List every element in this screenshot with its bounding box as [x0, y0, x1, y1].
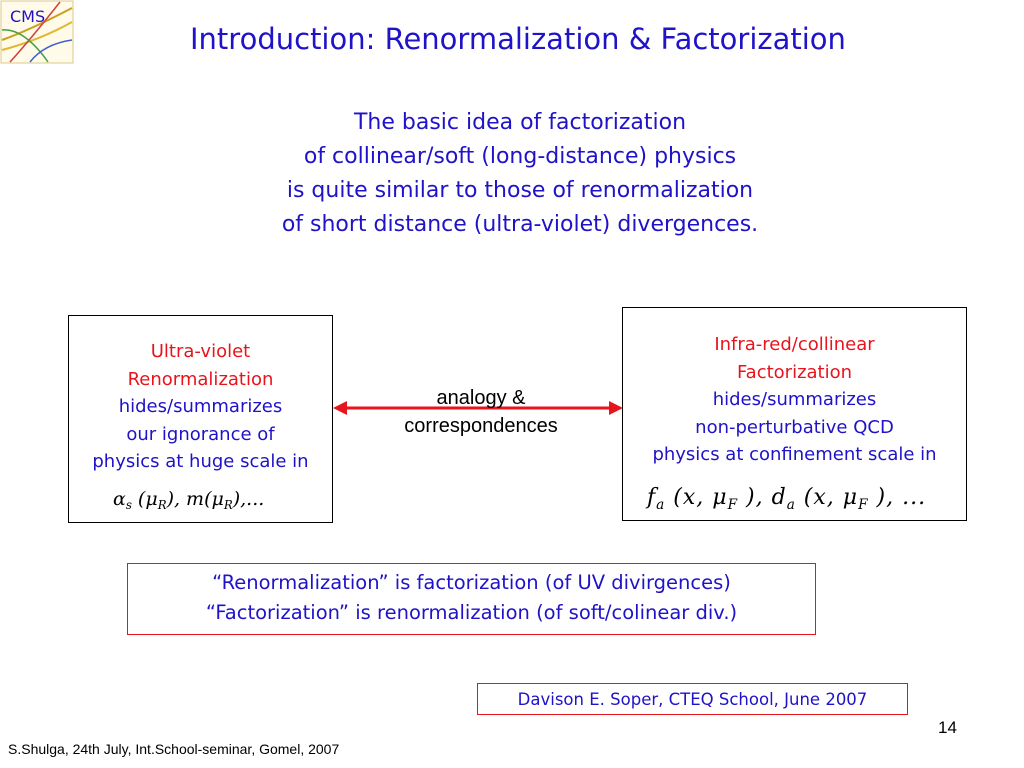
intro-line: of collinear/soft (long-distance) physics	[303, 144, 737, 169]
infrared-box	[622, 307, 967, 521]
box-text-line: physics at confinement scale in	[652, 444, 937, 465]
box-heading-line: Renormalization	[127, 368, 274, 390]
cms-logo	[0, 0, 74, 64]
intro-line: is quite similar to those of renormalization	[286, 178, 754, 203]
svg-text:CMS: CMS	[10, 7, 46, 26]
box-text-line: our ignorance of	[126, 423, 275, 445]
box-heading-line: Infra-red/collinear	[714, 334, 875, 355]
page-number: 14	[938, 718, 957, 737]
intro-line: of short distance (ultra-violet) divergences.	[281, 212, 759, 237]
box-heading-line: Factorization	[736, 361, 853, 383]
analogy-line: analogy &	[436, 387, 526, 409]
reference-box: Davison E. Soper, CTEQ School, June 2007	[477, 683, 908, 715]
summary-box	[127, 563, 816, 635]
summary-line: “Factorization” is renormalization (of soft/colinear div.)	[205, 601, 738, 624]
factorization-formula: $f_a$ (x, $\mu_F$ ), $d_a$ (x, $\mu_F$ ), ...	[647, 485, 927, 513]
box-text-line: hides/summarizes	[118, 396, 283, 417]
footer-credit: S.Shulga, 24th July, Int.School-seminar, Gomel, 2007	[8, 741, 340, 757]
analogy-label	[366, 384, 596, 440]
box-text-line: physics at huge scale in	[92, 451, 309, 472]
analogy-line: correspondences	[404, 415, 558, 437]
ultraviolet-box	[68, 315, 333, 523]
intro-line: The basic idea of factorization	[353, 110, 687, 135]
slide-title: Introduction: Renormalization & Factorization	[190, 22, 846, 56]
box-heading-line: Ultra-violet	[150, 341, 251, 362]
intro-paragraph	[180, 106, 860, 242]
box-text-line: non-perturbative QCD	[695, 416, 894, 438]
summary-line: “Renormalization” is factorization (of UV divirgences)	[212, 571, 731, 594]
renormalization-formula: $\alpha_s$ $(\mu_R)$, $m(\mu_R)$,...	[113, 488, 265, 513]
box-text-line: hides/summarizes	[712, 389, 877, 410]
